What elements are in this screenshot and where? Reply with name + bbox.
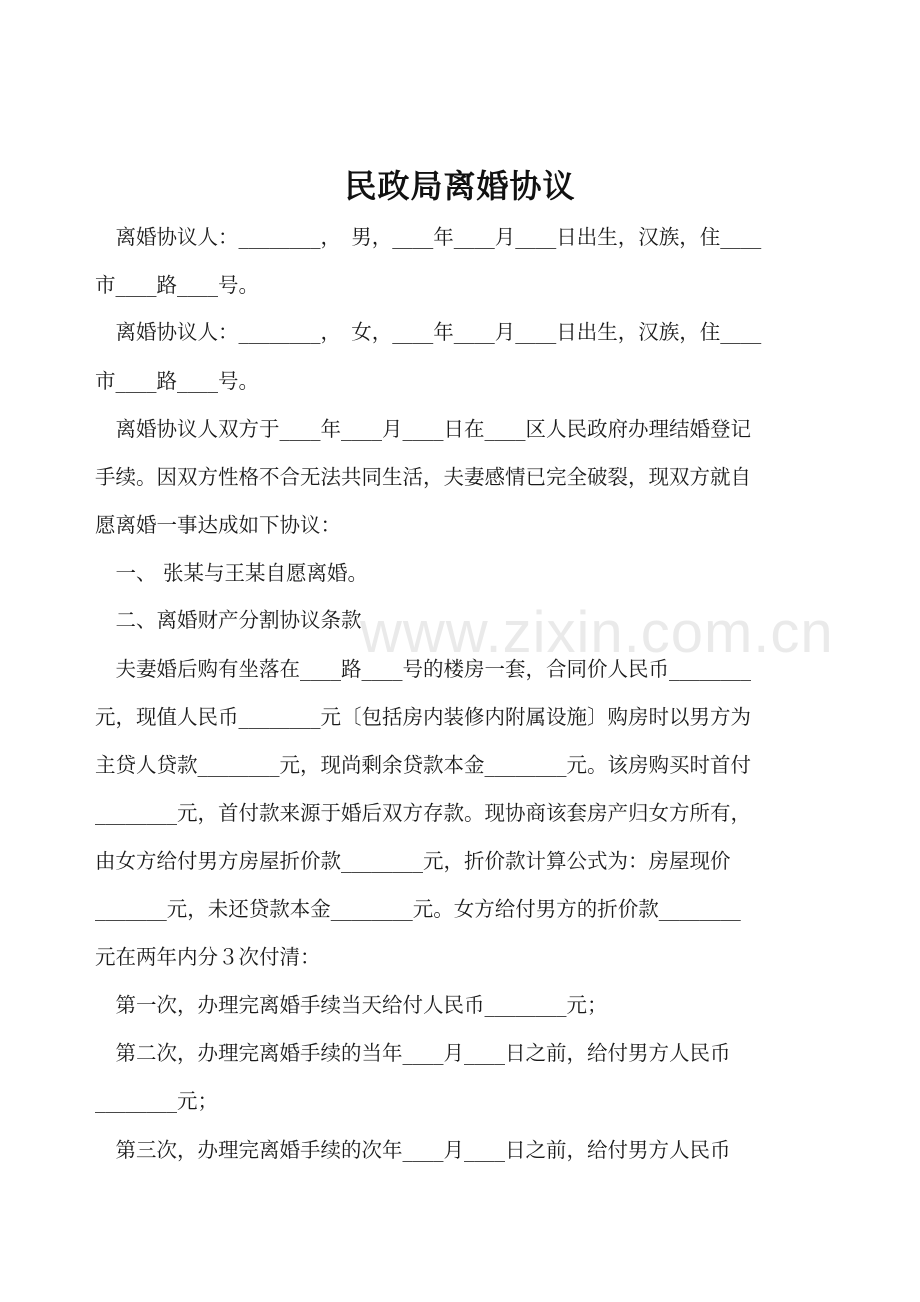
paragraph-line: ________元，首付款来源于婚后双方存款。现协商该套房产归女方所有，: [95, 801, 751, 825]
paragraph-line: 主贷人贷款________元，现尚剩余贷款本金________元。该房购买时首付: [95, 753, 751, 777]
paragraph-line: 市____路____号。: [95, 273, 259, 297]
paragraph-line: 第二次，办理完离婚手续的当年____月____日之前，给付男方人民币: [95, 1041, 731, 1065]
paragraph-line: 一、 张某与王某自愿离婚。: [95, 561, 369, 585]
paragraph-line: 第一次，办理完离婚手续当天给付人民币________元；: [95, 993, 608, 1017]
paragraph-line: 愿离婚一事达成如下协议：: [95, 513, 341, 537]
paragraph-line: 手续。因双方性格不合无法共同生活，夫妻感情已完全破裂，现双方就自: [95, 465, 751, 489]
paragraph-line: 元在两年内分３次付清：: [95, 945, 321, 969]
paragraph-line: 第三次，办理完离婚手续的次年____月____日之前，给付男方人民币: [95, 1138, 731, 1162]
paragraph-line: _______元，未还贷款本金________元。女方给付男方的折价款________: [95, 897, 741, 921]
paragraph-line: 离婚协议人：________， 男，____年____月____日出生，汉族，住____: [95, 225, 762, 249]
paragraph-line: 离婚协议人：________， 女，____年____月____日出生，汉族，住____: [95, 320, 762, 344]
page-title: 民政局离婚协议: [344, 167, 576, 205]
paragraph-line: ________元；: [95, 1089, 218, 1113]
paragraph-line: 元，现值人民币________元〔包括房内装修内附属设施〕购房时以男方为: [95, 705, 751, 729]
paragraph-line: 离婚协议人双方于____年____月____日在____区人民政府办理结婚登记: [95, 417, 751, 441]
watermark: www.zixin.com.cn: [360, 600, 834, 665]
paragraph-line: 市____路____号。: [95, 369, 259, 393]
paragraph-line: 二、离婚财产分割协议条款: [95, 608, 362, 632]
paragraph-line: 夫妻婚后购有坐落在____路____号的楼房一套，合同价人民币________: [95, 657, 751, 681]
paragraph-line: 由女方给付男方房屋折价款________元，折价款计算公式为：房屋现价: [95, 849, 731, 873]
